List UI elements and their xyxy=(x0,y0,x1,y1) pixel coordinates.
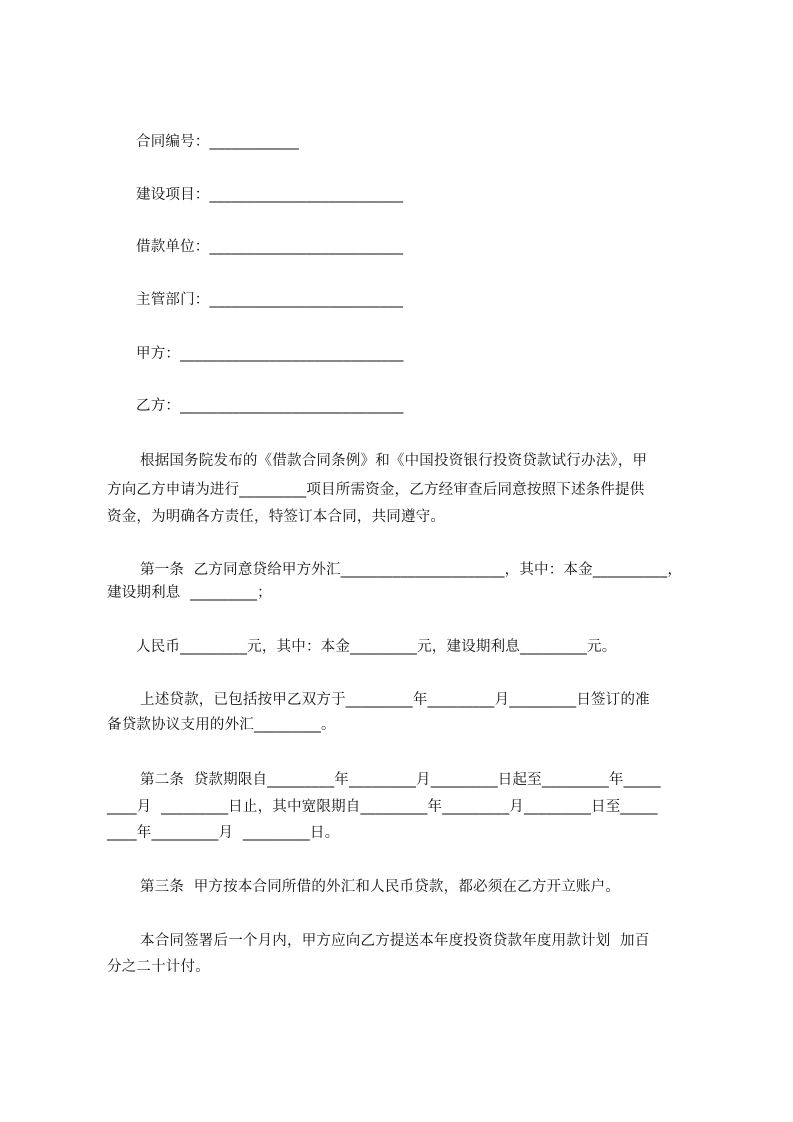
plan-line-2: 分之二十计付。 xyxy=(107,959,210,975)
contract-number-field: 合同编号：____________ xyxy=(136,134,299,150)
party-b-field: 乙方：______________________________ xyxy=(136,398,404,414)
borrower-field: 借款单位：__________________________ xyxy=(136,239,404,255)
preamble-line-1: 根据国务院发布的《借款合同条例》和《中国投资银行投资贷款试行办法》，甲 xyxy=(140,453,648,469)
article-1-line-2: 建设期利息 _________； xyxy=(107,585,272,601)
article-2-line-2: ____月 _________日止，其中宽限期自_________年_________月_________日至_____ xyxy=(107,799,658,815)
party-a-field: 甲方：______________________________ xyxy=(136,346,404,362)
plan-line-1: 本合同签署后一个月内，甲方应向乙方提送本年度投资贷款年度用款计划 加百 xyxy=(140,933,650,949)
construction-project-field: 建设项目：__________________________ xyxy=(136,187,404,203)
prior-loan-line-2: 备贷款协议支用的外汇_________。 xyxy=(107,717,336,733)
rmb-amount-line: 人民币_________元，其中：本金_________元，建设期利息_________元。 xyxy=(136,639,617,655)
article-1-line-1: 第一条 乙方同意贷给甲方外汇______________________，其中：本金__________， xyxy=(140,562,683,578)
prior-loan-line-1: 上述贷款，已包括按甲乙双方于_________年_________月_________日签订的准 xyxy=(140,692,650,708)
article-2-line-1: 第二条 贷款期限自_________年_________月_________日起至_________年_____ xyxy=(140,772,661,788)
article-2-line-3: ____年_________月 _________日。 xyxy=(107,825,340,841)
preamble-line-3: 资金，为明确各方责任，特签订本合同，共同遵守。 xyxy=(107,509,446,525)
article-3-line: 第三条 甲方按本合同所借的外汇和人民币贷款，都必须在乙方开立账户。 xyxy=(140,879,621,895)
preamble-line-2: 方向乙方申请为进行_________项目所需资金，乙方经审查后同意按照下述条件提供 xyxy=(107,482,645,498)
supervising-department-field: 主管部门：__________________________ xyxy=(136,292,404,308)
